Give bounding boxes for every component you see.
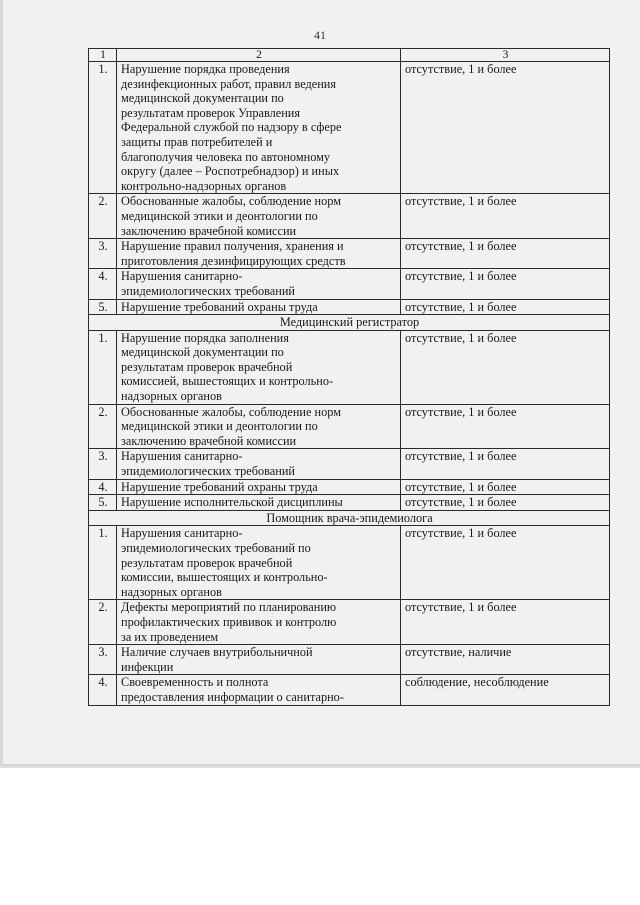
table-row (89, 675, 610, 705)
criterion-line: заключению врачебной комиссии (121, 223, 297, 238)
criterion-line: результатам проверок врачебной (121, 555, 293, 570)
criterion-text (117, 479, 401, 495)
evaluation-value: отсутствие, 1 и более (401, 526, 610, 600)
criterion-line: инфекции (121, 659, 174, 674)
criterion-line: медицинской этики и деонтологии по (121, 419, 318, 434)
criterion-line: Нарушения санитарно- (121, 269, 243, 284)
criterion-line: комиссии, вышестоящих и контрольно- (121, 570, 328, 585)
row-number: 3. (89, 645, 117, 675)
evaluation-value: отсутствие, 1 и более (401, 269, 610, 299)
criterion-text (117, 675, 401, 705)
evaluation-value: отсутствие, 1 и более (401, 330, 610, 404)
table-row (89, 645, 610, 675)
evaluation-value: отсутствие, 1 и более (401, 449, 610, 479)
row-number: 4. (89, 479, 117, 495)
table-row (89, 495, 610, 511)
criterion-line: медицинской документации по (121, 345, 284, 360)
row-number: 2. (89, 404, 117, 449)
table-row (89, 404, 610, 449)
header-cell-3: 3 (401, 49, 610, 62)
criterion-line: медицинской этики и деонтологии по (121, 208, 318, 223)
criterion-line: заключению врачебной комиссии (121, 433, 297, 448)
criterion-text (117, 62, 401, 194)
criterion-text (117, 330, 401, 404)
section-title: Медицинский регистратор (89, 315, 610, 331)
table-header-row (89, 49, 610, 62)
criterion-line: Нарушение исполнительской дисциплины (121, 495, 343, 510)
row-number: 5. (89, 299, 117, 315)
page-number: 41 (314, 28, 326, 42)
header-cell-1: 1 (89, 49, 117, 62)
criterion-text (117, 194, 401, 239)
evaluation-value: отсутствие, 1 и более (401, 239, 610, 269)
criterion-line: Наличие случаев внутрибольничной (121, 645, 313, 660)
criterion-text (117, 449, 401, 479)
row-number: 2. (89, 194, 117, 239)
criteria-table (88, 48, 610, 706)
row-number: 4. (89, 269, 117, 299)
section-title: Помощник врача-эпидемиолога (89, 510, 610, 526)
row-number: 3. (89, 449, 117, 479)
criterion-line: контрольно-надзорных органов (121, 178, 287, 193)
table-row (89, 600, 610, 645)
criterion-text (117, 299, 401, 315)
criterion-line: эпидемиологических требований (121, 464, 295, 479)
criterion-line: Нарушение порядка проведения (121, 62, 290, 76)
table-row (89, 479, 610, 495)
scan-left-shadow (0, 0, 3, 768)
criterion-line: Нарушение порядка заполнения (121, 330, 289, 345)
row-number: 5. (89, 495, 117, 511)
evaluation-value: отсутствие, наличие (401, 645, 610, 675)
criterion-line: надзорных органов (121, 584, 222, 599)
table-row (89, 269, 610, 299)
criterion-line: Федеральной службой по надзору в сфере (121, 120, 342, 135)
criterion-line: Нарушение правил получения, хранения и (121, 239, 344, 254)
criterion-line: надзорных органов (121, 389, 222, 404)
evaluation-value: отсутствие, 1 и более (401, 299, 610, 315)
criterion-line: Своевременность и полнота (121, 675, 269, 690)
table-row (89, 449, 610, 479)
criterion-text (117, 404, 401, 449)
row-number: 2. (89, 600, 117, 645)
criterion-line: Нарушения санитарно- (121, 449, 243, 464)
criterion-line: комиссией, вышестоящих и контрольно- (121, 374, 334, 389)
evaluation-value: соблюдение, несоблюдение (401, 675, 610, 705)
scan-bottom-edge (0, 764, 640, 768)
criterion-line: Обоснованные жалобы, соблюдение норм (121, 404, 341, 419)
criterion-text (117, 645, 401, 675)
row-number: 4. (89, 675, 117, 705)
criterion-text (117, 239, 401, 269)
criterion-line: защиты прав потребителей и (121, 134, 273, 149)
criterion-text (117, 269, 401, 299)
evaluation-value: отсутствие, 1 и более (401, 194, 610, 239)
evaluation-value: отсутствие, 1 и более (401, 495, 610, 511)
table-row (89, 62, 610, 194)
criterion-line: за их проведением (121, 629, 219, 644)
section-row (89, 510, 610, 526)
criterion-line: результатам проверок Управления (121, 105, 301, 120)
criterion-line: Обоснованные жалобы, соблюдение норм (121, 194, 341, 209)
table-row (89, 330, 610, 404)
header-cell-2: 2 (117, 49, 401, 62)
criterion-line: профилактических прививок и контролю (121, 614, 337, 629)
criterion-line: приготовления дезинфицирующих средств (121, 253, 346, 268)
table-row (89, 299, 610, 315)
section-row (89, 315, 610, 331)
criterion-line: благополучия человека по автономному (121, 149, 331, 164)
criterion-text (117, 526, 401, 600)
criterion-line: Дефекты мероприятий по планированию (121, 600, 337, 615)
row-number: 3. (89, 239, 117, 269)
criterion-text (117, 600, 401, 645)
table-row (89, 194, 610, 239)
criterion-line: эпидемиологических требований (121, 283, 295, 298)
evaluation-value: отсутствие, 1 и более (401, 600, 610, 645)
criterion-line: округу (далее – Роспотребнадзор) и иных (121, 164, 340, 179)
table-row (89, 239, 610, 269)
criterion-line: Нарушение требований охраны труда (121, 479, 318, 494)
row-number: 1. (89, 526, 117, 600)
criterion-line: эпидемиологических требований по (121, 541, 311, 555)
criterion-line: Нарушения санитарно- (121, 526, 243, 541)
criterion-line: медицинской документации по (121, 91, 284, 106)
criterion-line: Нарушение требований охраны труда (121, 299, 318, 314)
evaluation-value: отсутствие, 1 и более (401, 404, 610, 449)
row-number: 1. (89, 62, 117, 194)
evaluation-value: отсутствие, 1 и более (401, 62, 610, 194)
row-number: 1. (89, 330, 117, 404)
criterion-text (117, 495, 401, 511)
criterion-line: результатам проверок врачебной (121, 359, 293, 374)
evaluation-value: отсутствие, 1 и более (401, 479, 610, 495)
table-row (89, 526, 610, 600)
criterion-line: предоставления информации о санитарно- (121, 689, 344, 704)
criterion-line: дезинфекционных работ, правил ведения (121, 76, 337, 91)
